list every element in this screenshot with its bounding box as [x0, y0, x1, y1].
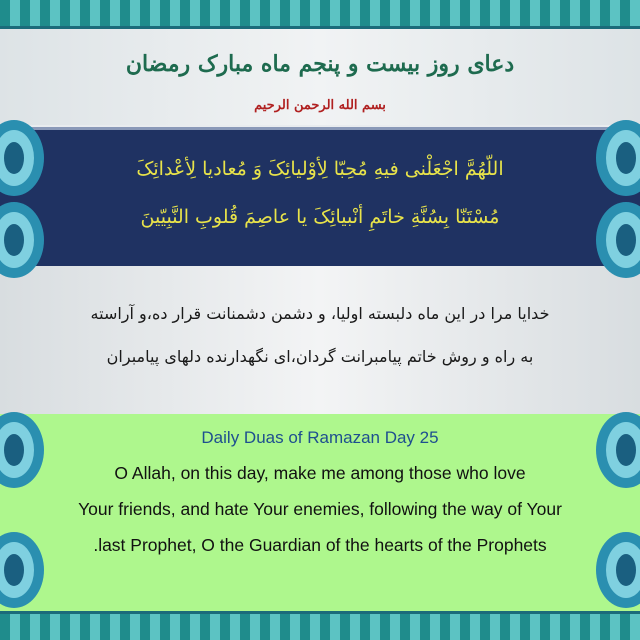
arabic-line-2: مُسْتَنّا بِسُنَّةِ خاتَمِ أنْبیائِکَ یا عاصِمَ قُلوبِ النَّبِیّینَ [140, 206, 500, 228]
bismillah-text: بسم الله الرحمن الرحیم [254, 98, 386, 113]
bottom-ornamental-border [0, 611, 640, 640]
arabic-line-1: اللّهُمَّ اجْعَلْنی فیهِ مُحِبّا لِأوْلیائِکَ وَ مُعادیا لِأعْدائِکَ [136, 158, 504, 180]
persian-line-1: خدایا مرا در این ماه دلبسته اولیا، و دشمن دشمنانت قرار ده،و آراسته [90, 304, 550, 323]
rosette-icon [0, 118, 52, 198]
rosette-icon [588, 200, 640, 280]
top-ornamental-border [0, 0, 640, 29]
persian-translation-panel [0, 266, 640, 414]
persian-line-2: به راه و روش خاتم پیامبرانت گردان،ای نگهدارنده دلهای پیامبران [106, 347, 534, 366]
english-line-3: .last Prophet, O the Guardian of the hearts of the Prophets [93, 535, 547, 555]
header-panel [0, 29, 640, 125]
english-line-2: Your friends, and hate Your enemies, following the way of Your [78, 499, 562, 519]
page-title: دعای روز بیست و پنجم ماه مبارک رمضان [125, 51, 515, 77]
rosette-icon [588, 530, 640, 610]
rosette-icon [0, 200, 52, 280]
rosette-icon [0, 410, 52, 490]
arabic-dua-panel [0, 127, 640, 269]
rosette-icon [588, 410, 640, 490]
english-line-1: O Allah, on this day, make me among those who love [114, 463, 526, 483]
rosette-icon [588, 118, 640, 198]
english-translation-panel [0, 414, 640, 614]
rosette-icon [0, 530, 52, 610]
english-title: Daily Duas of Ramazan Day 25 [201, 428, 439, 447]
